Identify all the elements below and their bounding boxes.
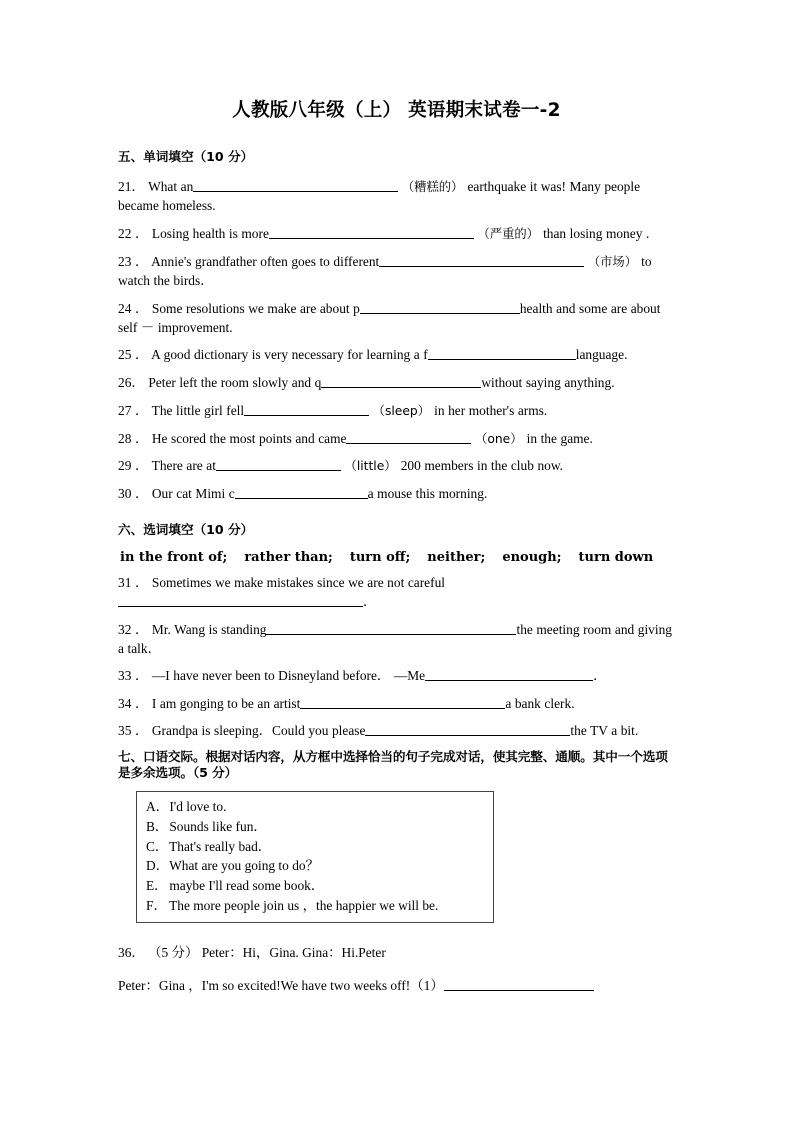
question-number: 35 ． xyxy=(118,723,152,739)
option-text: I'd love to. xyxy=(166,799,227,815)
question-text-after: without saying anything. xyxy=(481,375,615,391)
fill-question xyxy=(118,224,676,243)
question-text-before: Grandpa is sleeping．Could you please xyxy=(151,723,366,739)
option-text: Sounds like fun． xyxy=(166,819,267,835)
word-bank-item: rather than; xyxy=(244,549,333,565)
fill-question xyxy=(118,401,676,420)
fill-question xyxy=(118,345,676,364)
question-hint: （市场） xyxy=(587,254,642,269)
dialogue-line-2-text: Peter：Gina ，I'm so excited!We have two weeks off!（1） xyxy=(118,978,444,994)
fill-question xyxy=(118,373,676,392)
fill-question xyxy=(118,484,676,503)
word-bank-item: enough; xyxy=(502,549,562,565)
question-text-before: Annie's grandfather often goes to different xyxy=(151,253,380,269)
question-number: 22 ． xyxy=(118,225,152,241)
question-text-before: Sometimes we make mistakes since we are not careful xyxy=(151,574,446,590)
answer-blank[interactable] xyxy=(360,301,520,314)
question-text-after: to watch the birds． xyxy=(118,253,652,289)
option-letter: D． xyxy=(146,858,170,874)
question-number: 29 ． xyxy=(118,458,152,474)
answer-blank[interactable] xyxy=(266,621,516,634)
question-text-after: the meeting room and giving a talk． xyxy=(118,621,672,656)
option-text: What are you going to do？ xyxy=(166,858,319,874)
question-hint: （little） xyxy=(344,459,401,474)
question-number: 21． xyxy=(118,179,149,194)
question-hint: （糟糕的） xyxy=(401,180,468,194)
question-number: 34 ． xyxy=(118,695,152,711)
question-text-after: earthquake it was! Many people became homeless. xyxy=(118,179,641,214)
word-bank-item: in the front of; xyxy=(120,549,228,565)
question-text-after: health and some are about self － improvement. xyxy=(118,300,661,335)
section-heading-seven: 七、口语交际。根据对话内容，从方框中选择恰当的句子完成对话，使其完整、通顺。其中一个选项是多余选项。（5 分） xyxy=(118,748,668,781)
answer-blank[interactable] xyxy=(193,179,398,192)
answer-blank[interactable] xyxy=(235,486,368,499)
option-text: That's really bad． xyxy=(166,838,272,854)
question-text-before: There are at xyxy=(151,458,216,474)
option-letter: F． xyxy=(146,897,167,913)
word-bank-item: turn down xyxy=(578,549,654,565)
fill-question xyxy=(118,252,676,290)
word-choice-question xyxy=(118,721,676,740)
answer-blank[interactable] xyxy=(269,226,474,239)
word-bank-item: turn off; xyxy=(349,549,411,565)
question-text-before: —I have never been to Disneyland before． —Me xyxy=(151,668,426,684)
word-choice-question xyxy=(118,620,676,658)
dialogue-answer-blank[interactable] xyxy=(444,978,594,991)
question-number: 24 ． xyxy=(118,300,152,316)
word-bank xyxy=(120,550,676,565)
page-content xyxy=(118,148,676,995)
answer-blank[interactable] xyxy=(346,430,471,443)
question-hint: （one） xyxy=(475,431,527,446)
option-letter: C． xyxy=(146,838,169,854)
dialogue-line-1: Peter：Hi，Gina. Gina：Hi.Peter xyxy=(201,944,386,960)
option-item[interactable] xyxy=(146,837,484,857)
page-title: 人教版八年级（上） 英语期末试卷一-2 xyxy=(232,100,561,121)
word-choice-question xyxy=(118,666,676,685)
question-text-before: Losing health is more xyxy=(151,225,269,241)
option-item[interactable] xyxy=(146,896,484,916)
question-number: 32 ． xyxy=(118,621,152,637)
option-letter: E． xyxy=(146,878,168,894)
word-bank-item: neither; xyxy=(427,549,486,565)
fill-in-blank-question-list xyxy=(118,177,676,503)
answer-blank[interactable] xyxy=(428,347,576,360)
question-text-after: a mouse this morning. xyxy=(367,486,488,502)
answer-blank[interactable] xyxy=(425,668,593,681)
answer-blank[interactable] xyxy=(216,458,341,471)
question-text-before: A good dictionary is very necessary for learning a f xyxy=(151,347,428,363)
word-choice-question xyxy=(118,573,676,611)
dialogue-question-header xyxy=(118,943,676,962)
dialogue-question-number: 36． xyxy=(118,944,145,960)
question-text-after: language. xyxy=(575,347,628,363)
answer-blank[interactable] xyxy=(321,375,481,388)
question-text-before: Some resolutions we make are about p xyxy=(151,300,360,316)
option-letter: A． xyxy=(146,799,170,815)
question-number: 27 ． xyxy=(118,402,152,418)
option-item[interactable] xyxy=(146,876,484,896)
question-number: 30 ． xyxy=(118,486,152,502)
fill-question xyxy=(118,177,676,215)
dialogue-question-points: （5 分） xyxy=(148,944,199,960)
question-hint: （sleep） xyxy=(372,403,435,418)
fill-question xyxy=(118,429,676,448)
word-choice-question-list xyxy=(118,573,676,740)
dialogue-line-2-row xyxy=(118,976,676,995)
question-text-before: He scored the most points and came xyxy=(151,430,347,446)
question-text-before: What an xyxy=(148,179,194,194)
question-text-after: the TV a bit. xyxy=(570,723,639,739)
question-text-after: than losing money . xyxy=(543,225,650,241)
section-heading-five: 五、单词填空（10 分） xyxy=(118,149,254,164)
question-number: 28 ． xyxy=(118,430,152,446)
option-item[interactable] xyxy=(146,817,484,837)
section-heading-six: 六、选词填空（10 分） xyxy=(118,521,254,537)
question-number: 33 ． xyxy=(118,668,152,684)
fill-question xyxy=(118,299,676,337)
answer-blank[interactable] xyxy=(300,695,505,708)
question-text-after: ． xyxy=(593,668,607,684)
question-number: 25 ． xyxy=(118,347,152,363)
question-text-before: The little girl fell xyxy=(151,402,245,418)
question-text-before: Mr. Wang is standing xyxy=(151,621,267,637)
question-text-after: 200 members in the club now. xyxy=(400,458,563,474)
question-text-before: Our cat Mimi c xyxy=(151,486,235,502)
question-text-before: I am gonging to be an artist xyxy=(151,695,301,711)
option-letter: B． xyxy=(146,819,169,835)
question-text-after: a bank clerk. xyxy=(505,695,575,711)
option-text: maybe I'll read some book． xyxy=(166,878,325,894)
word-choice-question xyxy=(118,694,676,713)
options-box xyxy=(136,791,494,922)
option-item[interactable] xyxy=(146,856,484,876)
question-text-after: in the game. xyxy=(526,430,593,446)
answer-blank[interactable] xyxy=(379,254,584,267)
question-text-after: ． xyxy=(363,593,377,609)
answer-blank[interactable] xyxy=(365,723,570,736)
option-item[interactable] xyxy=(146,797,484,817)
option-text: The more people join us ，the happier we will be. xyxy=(166,897,439,913)
answer-blank[interactable] xyxy=(118,594,363,607)
answer-blank[interactable] xyxy=(244,402,369,415)
question-text-after: in her mother's arms. xyxy=(434,402,548,418)
question-hint: （严重的） xyxy=(477,226,544,241)
fill-question xyxy=(118,456,676,475)
question-number: 26． xyxy=(118,375,149,391)
question-number: 31 ． xyxy=(118,574,152,590)
question-text-before: Peter left the room slowly and q xyxy=(148,375,322,391)
question-number: 23 ． xyxy=(118,253,152,269)
